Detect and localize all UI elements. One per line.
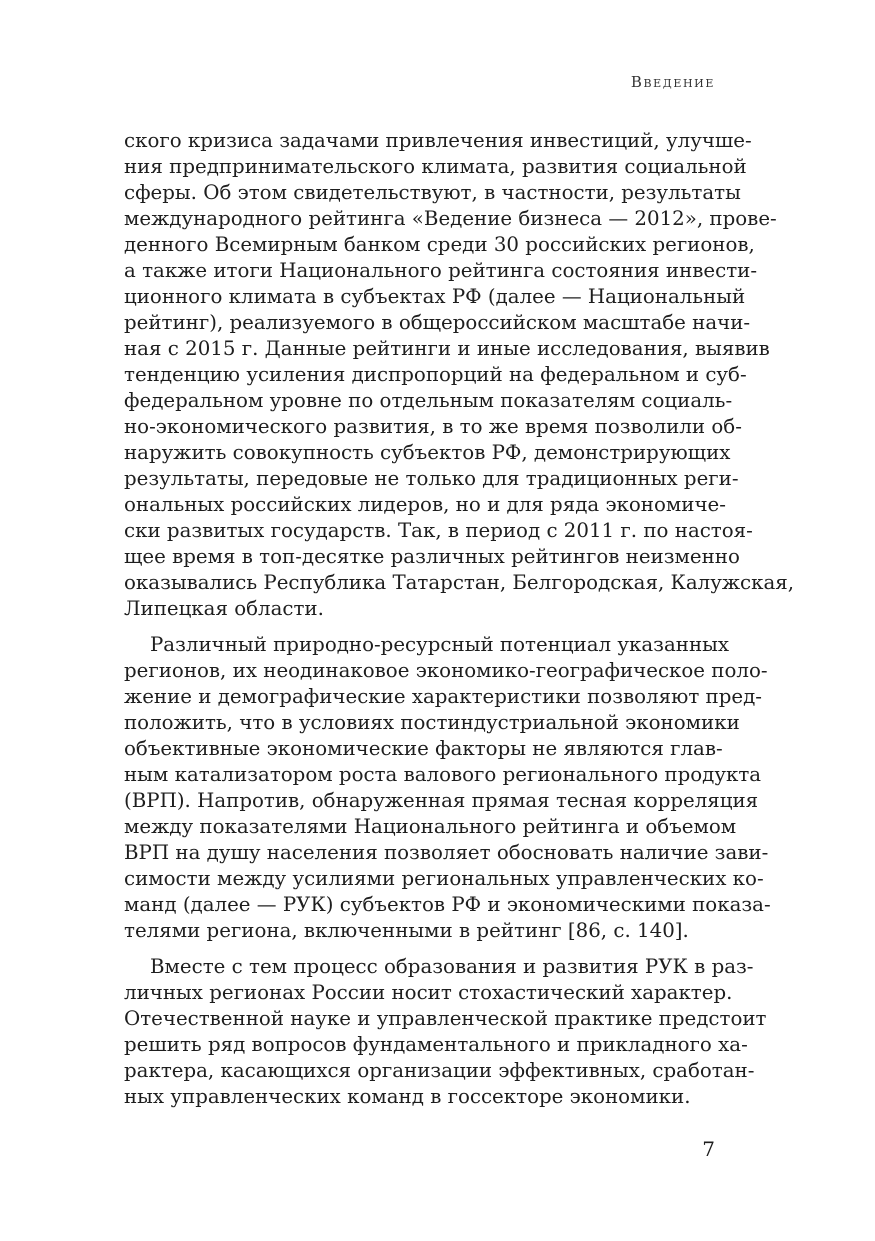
text-line: ных управленческих команд в госсекторе экономики.	[124, 1085, 691, 1108]
text-line: денного Всемирным банком среди 30 российских регионов,	[124, 233, 755, 256]
text-line: рактера, касающихся организации эффективных, сработан-	[124, 1059, 755, 1082]
text-line: личных регионах России носит стохастический характер.	[124, 981, 733, 1004]
text-line: регионов, их неодинаковое экономико-географическое поло-	[124, 659, 768, 682]
text-line: положить, что в условиях постиндустриальной экономики	[124, 711, 740, 734]
paragraph-gap	[124, 944, 715, 954]
text-line: телями региона, включенными в рейтинг [86, с. 140].	[124, 919, 689, 942]
text-line: но-экономического развития, в то же время позволили об-	[124, 415, 742, 438]
text-line: ского кризиса задачами привлечения инвестиций, улучше-	[124, 129, 752, 152]
text-line: объективные экономические факторы не являются глав-	[124, 737, 723, 760]
paragraph-p2	[124, 632, 771, 944]
running-head: Введение	[630, 73, 715, 91]
text-line: ционного климата в субъектах РФ (далее — Национальный	[124, 285, 746, 308]
text-line: сферы. Об этом свидетельствуют, в частности, результаты	[124, 181, 741, 204]
text-line: Отечественной науке и управленческой практике предстоит	[124, 1007, 767, 1030]
text-line: результаты, передовые не только для традиционных реги-	[124, 467, 739, 490]
text-line: рейтинг), реализуемого в общероссийском масштабе начи-	[124, 311, 751, 334]
paragraph-p1	[124, 128, 795, 622]
text-line: федеральном уровне по отдельным показателям социаль-	[124, 389, 733, 412]
text-line: ным катализатором роста валового регионального продукта	[124, 763, 762, 786]
text-line: ски развитых государств. Так, в период с 2011 г. по настоя-	[124, 519, 753, 542]
text-line: щее время в топ-десятке различных рейтингов неизменно	[124, 545, 740, 568]
text-line: оказывались Республика Татарстан, Белгородская, Калужская,	[124, 571, 795, 594]
text-line: а также итоги Национального рейтинга состояния инвести-	[124, 259, 758, 282]
text-line: манд (далее — РУК) субъектов РФ и экономическими показа-	[124, 893, 771, 916]
text-line: (ВРП). Напротив, обнаруженная прямая тесная корреляция	[124, 789, 759, 812]
text-line: жение и демографические характеристики позволяют пред-	[124, 685, 762, 708]
text-line: решить ряд вопросов фундаментального и прикладного ха-	[124, 1033, 748, 1056]
text-line: наружить совокупность субъектов РФ, демонстрирующих	[124, 441, 731, 464]
text-line: Различный природно-ресурсный потенциал указанных	[150, 633, 730, 656]
text-line: ная с 2015 г. Данные рейтинги и иные исследования, выявив	[124, 337, 770, 360]
text-line: симости между усилиями региональных управленческих ко-	[124, 867, 764, 890]
text-line: Липецкая области.	[124, 597, 324, 620]
text-line: международного рейтинга «Ведение бизнеса — 2012», прове-	[124, 207, 777, 230]
text-line: между показателями Национального рейтинга и объемом	[124, 815, 737, 838]
text-line: ональных российских лидеров, но и для ряда экономиче-	[124, 493, 726, 516]
text-line: ния предпринимательского климата, развития социальной	[124, 155, 747, 178]
page-number: 7	[702, 1137, 715, 1161]
body-text	[124, 128, 795, 1110]
paragraph-p3	[124, 954, 767, 1110]
paragraph-gap	[124, 622, 715, 632]
text-line: Вместе с тем процесс образования и развития РУК в раз-	[150, 955, 754, 978]
text-line: ВРП на душу населения позволяет обосновать наличие зави-	[124, 841, 769, 864]
text-line: тенденцию усиления диспропорций на федеральном и суб-	[124, 363, 747, 386]
